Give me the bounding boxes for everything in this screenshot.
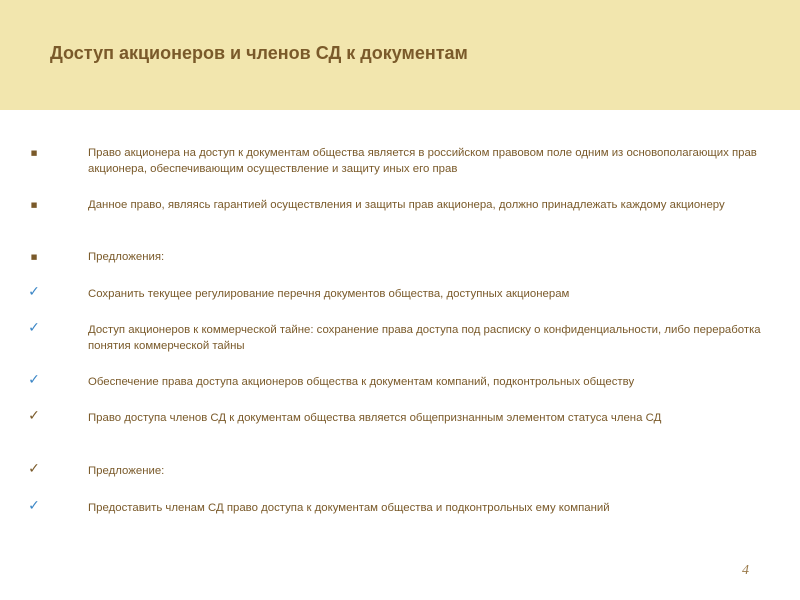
list-item-text: Доступ акционеров к коммерческой тайне: сохранение права доступа под расписку о конфиденциальности, либо переработка понятия коммерческой тайны — [88, 324, 761, 352]
checkmark-icon: ✓ — [28, 408, 40, 424]
checkmark-icon: ✓ — [28, 284, 40, 300]
list-item-text: Сохранить текущее регулирование перечня документов общества, доступных акционерам — [88, 288, 570, 300]
list-item-text: Предложения: — [88, 251, 165, 263]
bullet-icon: ■ — [30, 149, 38, 157]
checkmark-icon: ✓ — [28, 461, 40, 477]
bullet-icon: ■ — [30, 253, 38, 261]
list-item-text: Обеспечение права доступа акционеров общества к документам компаний, подконтрольных обществу — [88, 376, 635, 388]
checkmark-icon: ✓ — [28, 498, 40, 514]
page-number: 4 — [742, 563, 749, 578]
slide-title: Доступ акционеров и членов СД к документам — [50, 43, 468, 63]
checkmark-icon: ✓ — [28, 372, 40, 388]
list-item-text: Данное право, являясь гарантией осуществления и защиты прав акционера, должно принадлежать каждому акционеру — [88, 199, 725, 211]
list-item-text: Предложение: — [88, 465, 165, 477]
list-item-text: Предоставить членам СД право доступа к документам общества и подконтрольных ему компаний — [88, 502, 610, 514]
list-item-text: Право доступа членов СД к документам общества является общепризнанным элементом статуса члена СД — [88, 412, 662, 424]
bullet-icon: ■ — [30, 201, 38, 209]
title-banner — [0, 0, 800, 110]
checkmark-icon: ✓ — [28, 320, 40, 336]
list-item-text: Право акционера на доступ к документам общества является в российском правовом поле одним из основополагающих прав акционера, обеспечивающим осуществление и защиту иных его прав — [88, 147, 757, 175]
